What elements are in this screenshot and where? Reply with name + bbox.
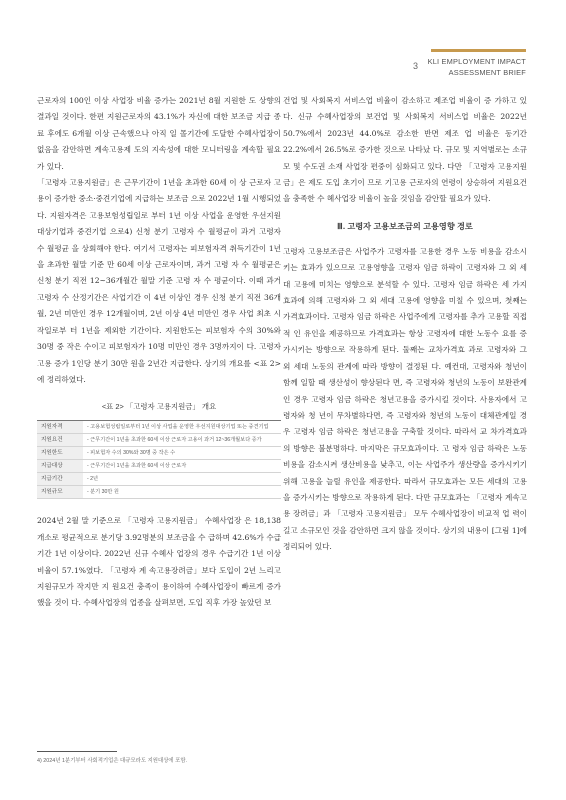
publication-brand (426, 56, 526, 78)
table-row (37, 486, 281, 499)
table-row-label: 지원자격 (37, 421, 83, 434)
table-row-label: 지원규모 (37, 486, 83, 499)
page-number: 3 (413, 61, 419, 71)
header-accent-bar (431, 49, 526, 52)
table-row (37, 421, 281, 434)
right-paragraph-2: 고령자 고용보조금은 사업주가 고령자를 고용한 경우 노동 비용을 감소시키는 효과가 있으므로 고용영향을 고령자 임금 하락이 고령자와 그 외 세대 고용에 미치는 영향으로 분석할 수 있다. 고령자 임금 하락은 세 가지 효과에 의해 고령자와 그 외 세대 고용에 영향을 미칠 수 있으며, 첫째는 가격효과이다. 고령자 임금 하락은 사업주에게 고령자를 추가 고용할 직접적 인 유인을 제공하므로 가격효과는 항상 고령자에 대한 노동수 요를 증가시키는 방향으로 작용하게 된다. 둘째는 교차가격효 과로 고령자와 그 외 세대 노동의 관계에 따라 방향이 결정된 다. 예컨대, 고령자와 청년이 함께 일할 때 생산성이 향상된다 면, 즉 고령자와 청년의 노동이 보완관계인 경우 고령자 임금 하락은 청년고용을 증가시킬 것이다. 사용자에서 고령자와 청 년이 무차별하다면, 즉 고령자와 청년의 노동이 대체관계일 경 우 고령자 임금 하락은 청년고용을 구축할 것이다. 따라서 교 차가격효과의 방향은 불분명하다. 마지막은 규모효과이다. 고 령자 임금 하락은 노동비용을 감소시켜 생산비용을 낮추고, 이는 사업주가 생산량을 증가시키기 위해 고용을 늘릴 유인을 제공한다. 따라서 규모효과는 모든 세대의 고용을 증가시키는 방향으로 작용하게 된다. 다만 규모효과는 「고령자 계속고용 장려금」과 「고령자 고용지원금」 모두 수혜사업장이 비교적 업 력이 길고 소규모인 것을 감안하면 크지 않을 것이다. 상기의 내용이 [그림 1]에 정리되어 있다. (283, 246, 527, 552)
right-paragraph-1: 건업 및 사회복지 서비스업 비율이 감소하고 제조업 비율이 증 가하고 있다. 신규 수혜사업장의 보건업 및 사회복지 서비스업 비율은 2022년 50.7%에서 2023년 44.0%로 감소한 반면 제조 업 비율은 동기간 22.2%에서 26.5%로 증가한 것으로 나타났 다. 규모 및 지역별로는 소규모 및 수도권 소재 사업장 편중이 심화되고 있다. 다만 「고령자 고용지원금」은 제도 도입 초기이 므로 기고용 근로자의 연령이 상승하여 지원요건을 충족한 수 혜사업장 비율이 높을 것임을 감안할 필요가 있다. (283, 96, 527, 204)
table-row-label: 지원한도 (37, 447, 83, 460)
left-paragraph-3: 2024년 2월 말 기준으로 「고령자 고용지원금」 수혜사업장 은 18,138개소로 평균적으로 분기당 3.92명분의 보조금을 수 급하며 42.6%가 수급기간 1년 이상이다. 2022년 신규 수혜사 업장의 경우 수급기간 1년 이상 비율이 57.1%였다. 「고령자 계 속고용장려금」보다 도입이 2년 느리고 지원규모가 작지만 지 원요건 충족이 용이하여 수혜사업장이 빠르게 증가했을 것이 다. 수혜사업장의 업종을 살펴보면, 도입 직후 가장 높았던 보 (37, 516, 281, 608)
table-row (37, 434, 281, 447)
table-row-label: 지원요건 (37, 434, 83, 447)
table-row-value: - 고용보험성립일로부터 1년 이상 사업을 운영한 우선지원대상기업 또는 중견기업 (83, 421, 281, 434)
left-paragraph-2: 「고령자 고용지원금」은 근무기간이 1년을 초과한 60세 이 상 근로자 고용이 증가한 중소·중견기업에 지급하는 보조금 으로 2022년 1월 시행되었다. 지원자격은 고용보험성립일로 부터 1년 이상 사업을 운영한 우선지원대상기업과 중견기업 으로4) 신청 분기 고령자 수 월평균이 과거 고령자 수 월평균 을 상회해야 한다. 여기서 고령자는 피보험자격 취득기간이 1년을 초과한 월말 기준 만 60세 이상 근로자이며, 과거 고령 자 수 월평균은 신청 분기 직전 12~36개월간 월말 기준 고령 자 수 평균이다. 이때 과거 고령자 수 산정기간은 사업기간 이 4년 이상인 경우 신청 분기 직전 36개월, 2년 미만인 경우 12개월이며, 2년 이상 4년 미만인 경우 사업 최초 시작일로부 터 1년을 제외한 기간이다. 지원한도는 피보험자 수의 30%와 30명 중 작은 수이고 피보험자가 10명 미만인 경우 3명까지이 다. 고령자 고용 증가 1인당 분기 30만 원을 2년간 지급한다. 상기의 개요를 <표 2>에 정리하였다. (37, 178, 281, 384)
left-column (37, 93, 281, 612)
table-row (37, 473, 281, 486)
table-row-value: - 2년 (83, 473, 281, 486)
footnote: 4) 2024년 1분기부터 사회적기업은 대규모라도 지원대상에 포함. (37, 758, 188, 764)
right-column (283, 93, 527, 556)
table-title: <표 2> 「고령자 고용지원금」 개요 (101, 402, 217, 412)
table-row (37, 447, 281, 460)
summary-table-block (37, 401, 281, 499)
table-row-value: - 근무기간이 1년을 초과한 60세 이상 근로자 고용이 과거 12~36개월보다 증가 (83, 434, 281, 447)
left-paragraph-1: 근로자의 100인 이상 사업장 비율 증가는 2021년 8월 지원한 도 상향의 결과일 것이다. 한편 지원근로자의 43.1%가 자신에 대한 보조금 지급 종료 후에도 6개월 이상 근속했으나 아직 일 몰기간에 도달한 수혜사업장이 없음을 감안하면 계속고용제 도의 지속성에 대한 모니터링을 계속할 필요가 있다. (37, 96, 281, 171)
table-row-label: 지급대상 (37, 460, 83, 473)
brand-line-2: ASSESSMENT BRIEF (448, 68, 526, 77)
footnote-divider (37, 751, 117, 752)
table-row-label: 지급기간 (37, 473, 83, 486)
table-row-value: - 근무기간이 1년을 초과한 60세 이상 근로자 (83, 460, 281, 473)
table-row-value: - 분기 30만 원 (83, 486, 281, 499)
brand-line-1: KLI EMPLOYMENT IMPACT (427, 57, 526, 66)
summary-table (37, 420, 281, 499)
section-heading: Ⅲ. 고령자 고용보조금의 고용영향 경로 (337, 221, 473, 231)
table-row (37, 460, 281, 473)
table-row-value: - 피보험자 수의 30%와 30명 중 작은 수 (83, 447, 281, 460)
